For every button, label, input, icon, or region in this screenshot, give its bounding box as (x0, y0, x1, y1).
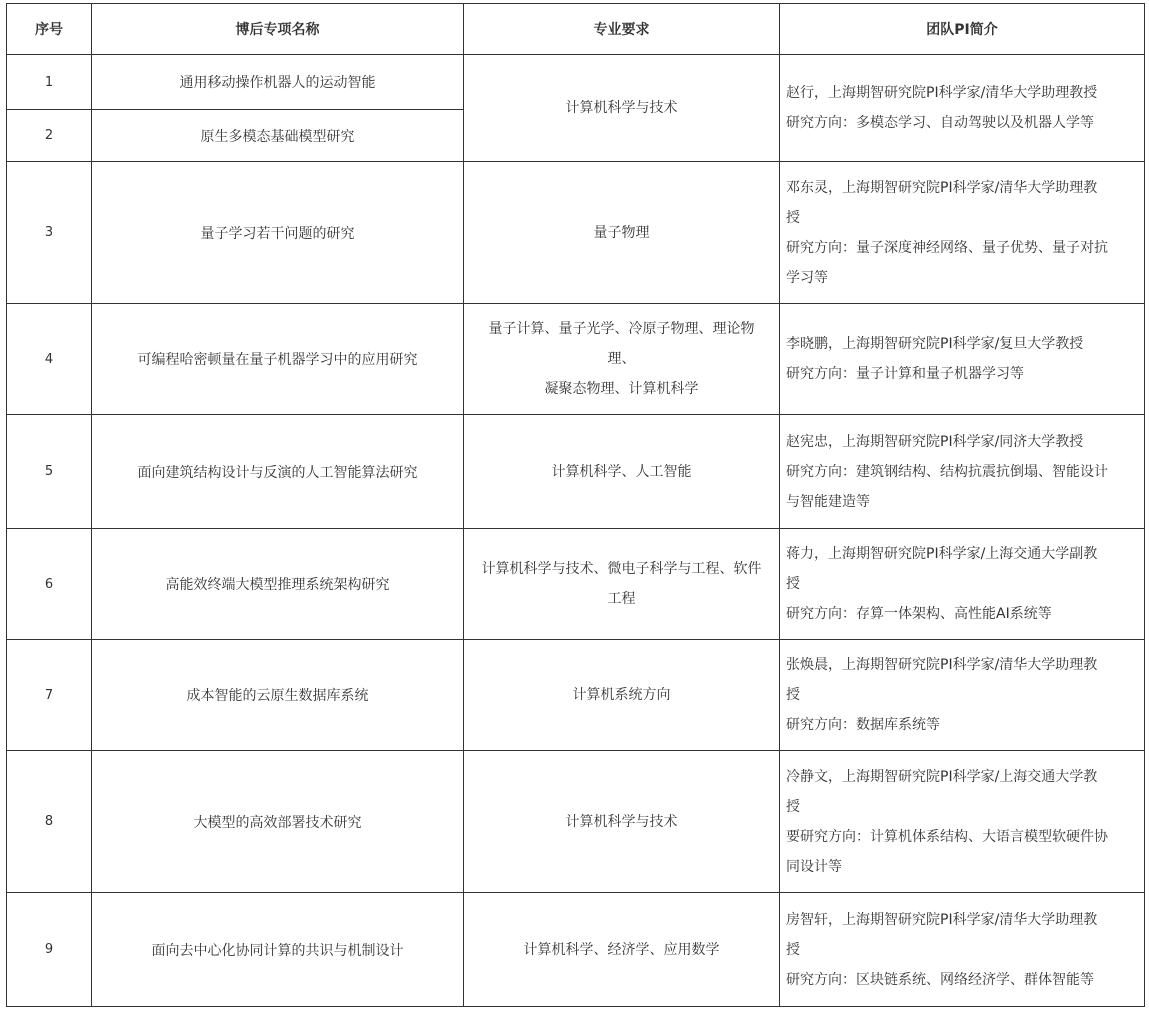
pi-line: 授 (786, 209, 800, 226)
pi-line: 要研究方向：计算机体系结构、大语言模型软硬件协 (786, 828, 1108, 845)
row-major-requirement (464, 893, 780, 1007)
table-row (7, 751, 1145, 893)
projects-table-container (6, 3, 1145, 1007)
pi-line: 同设计等 (786, 858, 842, 875)
table-row (7, 55, 1145, 110)
major-line: 工程 (607, 591, 636, 607)
pi-line: 邓东灵，上海期智研究院PI科学家/清华大学助理教 (786, 179, 1098, 196)
pi-line: 李晓鹏，上海期智研究院PI科学家/复旦大学教授 (786, 336, 1084, 352)
row-index: 1 (7, 55, 92, 110)
row-project-name: 面向建筑结构设计与反演的人工智能算法研究 (92, 415, 464, 529)
row-index: 2 (7, 110, 92, 162)
row-index: 8 (7, 751, 92, 893)
row-index: 5 (7, 415, 92, 529)
pi-line: 张焕晨，上海期智研究院PI科学家/清华大学助理教 (786, 657, 1098, 673)
table-row (7, 640, 1145, 751)
row-project-name: 高能效终端大模型推理系统架构研究 (92, 529, 464, 640)
row-pi-intro (780, 751, 1145, 893)
row-pi-intro (780, 415, 1145, 529)
major-line: 计算机科学与技术 (565, 813, 678, 830)
row-index: 6 (7, 529, 92, 640)
row-major-requirement (464, 751, 780, 893)
header-project-name: 博后专项名称 (92, 4, 464, 55)
pi-line: 研究方向：多模态学习、自动驾驶以及机器人学等 (786, 115, 1094, 131)
row-major-requirement (464, 55, 780, 162)
pi-line: 赵宪忠，上海期智研究院PI科学家/同济大学教授 (786, 433, 1084, 450)
row-project-name: 通用移动操作机器人的运动智能 (92, 55, 464, 110)
pi-line: 研究方向：数据库系统等 (786, 717, 940, 733)
row-project-name: 成本智能的云原生数据库系统 (92, 640, 464, 751)
row-pi-intro (780, 304, 1145, 415)
major-line: 量子计算、量子光学、冷原子物理、理论物 (488, 321, 755, 337)
row-major-requirement (464, 162, 780, 304)
pi-line: 与智能建造等 (786, 493, 870, 510)
pi-line: 授 (786, 798, 800, 815)
table-row (7, 415, 1145, 529)
header-major-requirement: 专业要求 (464, 4, 780, 55)
row-pi-intro (780, 162, 1145, 304)
row-major-requirement (464, 304, 780, 415)
pi-line: 授 (786, 576, 800, 592)
row-project-name: 原生多模态基础模型研究 (92, 110, 464, 162)
row-pi-intro (780, 640, 1145, 751)
row-index: 9 (7, 893, 92, 1007)
table-row (7, 893, 1145, 1007)
pi-line: 授 (786, 941, 800, 958)
pi-line: 研究方向：建筑钢结构、结构抗震抗倒塌、智能设计 (786, 463, 1108, 480)
major-line: 凝聚态物理、计算机科学 (544, 381, 699, 397)
major-line: 计算机科学、人工智能 (551, 463, 692, 480)
row-major-requirement (464, 415, 780, 529)
row-index: 4 (7, 304, 92, 415)
major-line: 计算机科学与技术 (565, 100, 678, 116)
major-line: 计算机科学与技术、微电子科学与工程、软件 (481, 561, 762, 577)
row-project-name: 面向去中心化协同计算的共识与机制设计 (92, 893, 464, 1007)
row-pi-intro (780, 893, 1145, 1007)
row-major-requirement (464, 640, 780, 751)
row-project-name: 大模型的高效部署技术研究 (92, 751, 464, 893)
major-line: 计算机系统方向 (572, 687, 671, 703)
postdoc-projects-table (6, 3, 1145, 1007)
pi-line: 冷静文，上海期智研究院PI科学家/上海交通大学教 (786, 768, 1098, 785)
pi-line: 授 (786, 687, 800, 703)
pi-line: 研究方向：区块链系统、网络经济学、群体智能等 (786, 971, 1094, 988)
header-index: 序号 (7, 4, 92, 55)
pi-line: 蒋力，上海期智研究院PI科学家/上海交通大学副教 (786, 546, 1098, 562)
major-line: 计算机科学、经济学、应用数学 (523, 941, 720, 958)
major-line: 理、 (607, 351, 636, 367)
pi-line: 赵行，上海期智研究院PI科学家/清华大学助理教授 (786, 85, 1098, 101)
pi-line: 研究方向：存算一体架构、高性能AI系统等 (786, 606, 1052, 622)
pi-line: 研究方向：量子计算和量子机器学习等 (786, 366, 1024, 382)
pi-line: 学习等 (786, 269, 828, 286)
table-row (7, 304, 1145, 415)
row-project-name: 可编程哈密顿量在量子机器学习中的应用研究 (92, 304, 464, 415)
major-line: 量子物理 (593, 224, 650, 241)
pi-line: 研究方向：量子深度神经网络、量子优势、量子对抗 (786, 239, 1108, 256)
row-major-requirement (464, 529, 780, 640)
row-index: 3 (7, 162, 92, 304)
table-header-row (7, 4, 1145, 55)
pi-line: 房智轩，上海期智研究院PI科学家/清华大学助理教 (786, 911, 1098, 928)
table-row (7, 162, 1145, 304)
row-pi-intro (780, 55, 1145, 162)
table-row (7, 529, 1145, 640)
row-project-name: 量子学习若干问题的研究 (92, 162, 464, 304)
row-index: 7 (7, 640, 92, 751)
header-pi-intro: 团队PI简介 (780, 4, 1145, 55)
row-pi-intro (780, 529, 1145, 640)
